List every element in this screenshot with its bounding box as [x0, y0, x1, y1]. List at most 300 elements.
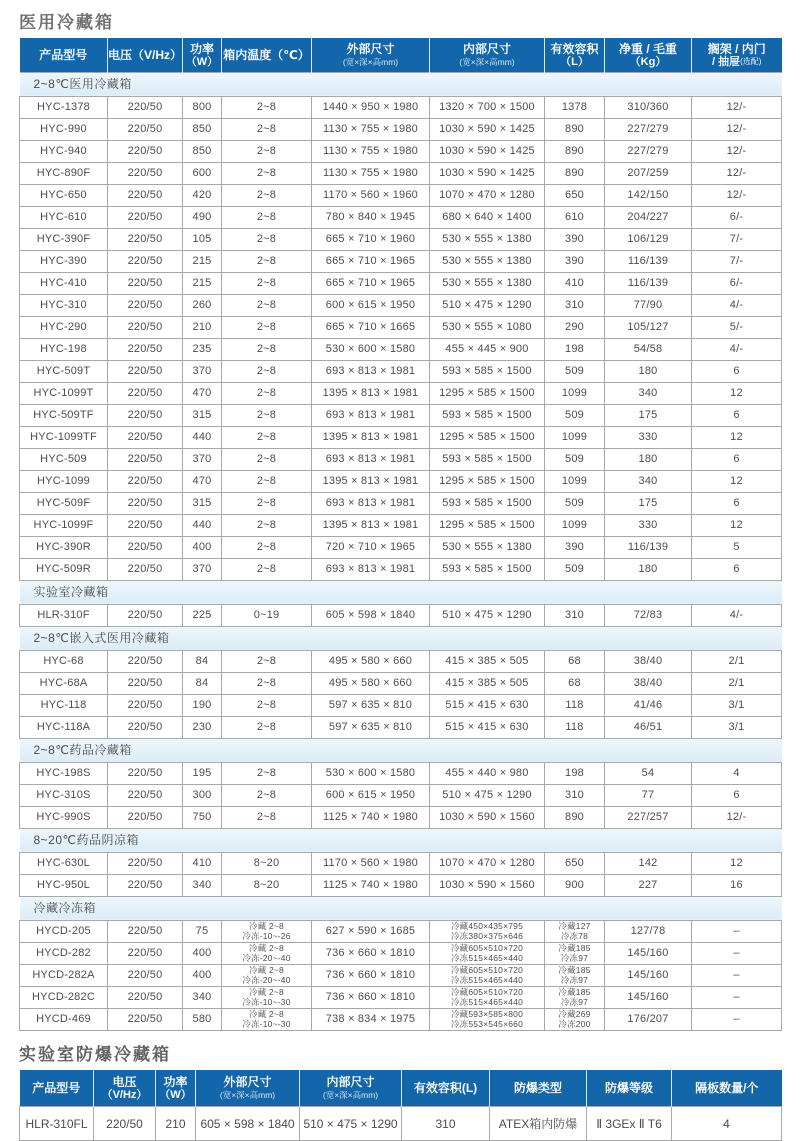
cell-internal-dimensions: 455 × 440 × 980: [430, 762, 545, 784]
cell-power: 410: [183, 852, 222, 874]
table-row: [20, 1008, 782, 1030]
table-row: [20, 536, 782, 558]
col-header-product-model: 产品型号: [20, 38, 108, 72]
table-row: [20, 316, 782, 338]
cell-temperature: 2~8: [222, 206, 312, 228]
cell-internal-dimensions: 1030 × 590 × 1425: [430, 162, 545, 184]
cell-product-model: HYC-118A: [20, 716, 108, 738]
cell-net-gross-weight: 142/150: [605, 184, 692, 206]
cell-product-model: HYC-509TF: [20, 404, 108, 426]
col-header-temperature: 箱内温度（℃）: [222, 38, 312, 72]
cell-internal-dimensions: 1295 × 585 × 1500: [430, 382, 545, 404]
cell-power: 750: [183, 806, 222, 828]
cell-shelf-door-drawer: 12/-: [692, 96, 782, 118]
cell-effective-volume: 冷藏127 冷冻78: [545, 920, 605, 942]
cell-temperature: 冷藏 2~8 冷冻-20~-40: [222, 942, 312, 964]
cell-product-model: HYC-650: [20, 184, 108, 206]
cell-net-gross-weight: 46/51: [605, 716, 692, 738]
section-row: [20, 626, 782, 650]
cell-product-model: HYC-1099F: [20, 514, 108, 536]
cell-shelf-door-drawer: 16: [692, 874, 782, 896]
cell-product-model: HYC-1099: [20, 470, 108, 492]
cell-effective-volume: 198: [545, 338, 605, 360]
cell-shelf-door-drawer: 12: [692, 426, 782, 448]
cell-power: 400: [183, 942, 222, 964]
cell-net-gross-weight: 227/279: [605, 140, 692, 162]
cell-external-dimensions: 693 × 813 × 1981: [312, 558, 430, 580]
cell-internal-dimensions: 1070 × 470 × 1280: [430, 852, 545, 874]
cell-shelf-door-drawer: 4/-: [692, 604, 782, 626]
cell-power: 340: [183, 986, 222, 1008]
cell-voltage: 220/50: [108, 672, 183, 694]
cell-product-model: HYC-68: [20, 650, 108, 672]
cell-effective-volume: 900: [545, 874, 605, 896]
cell-voltage: 220/50: [108, 964, 183, 986]
table-row: [20, 294, 782, 316]
cell-effective-volume: 68: [545, 672, 605, 694]
cell-net-gross-weight: 116/139: [605, 272, 692, 294]
cell-temperature: 2~8: [222, 558, 312, 580]
cell-shelf-door-drawer: 12/-: [692, 806, 782, 828]
cell-internal-dimensions: 530 × 555 × 1380: [430, 272, 545, 294]
cell-effective-volume: 1378: [545, 96, 605, 118]
cell-external-dimensions: 1130 × 755 × 1980: [312, 140, 430, 162]
explosion-proof-refrigerator-table: [19, 1070, 782, 1141]
cell-external-dimensions: 600 × 615 × 1950: [312, 784, 430, 806]
cell-internal-dimensions: 冷藏605×510×720 冷冻515×465×440: [430, 942, 545, 964]
cell-net-gross-weight: 330: [605, 426, 692, 448]
cell-net-gross-weight: 41/46: [605, 694, 692, 716]
cell-net-gross-weight: 204/227: [605, 206, 692, 228]
col-header-internal-dimensions: 内部尺寸 (宽×深×高mm): [430, 38, 545, 72]
cell-voltage: 220/50: [108, 806, 183, 828]
cell-temperature: 冷藏 2~8 冷冻-10~-30: [222, 986, 312, 1008]
cell-effective-volume: 390: [545, 228, 605, 250]
cell-voltage: 220/50: [108, 874, 183, 896]
cell-power: 215: [183, 250, 222, 272]
cell-temperature: 2~8: [222, 272, 312, 294]
cell-power: 400: [183, 536, 222, 558]
cell-effective-volume: 310: [545, 294, 605, 316]
section-label: 2~8℃药品冷藏箱: [20, 738, 782, 762]
table-row: [20, 942, 782, 964]
cell-power: 210: [156, 1107, 196, 1141]
cell-temperature: 冷藏 2~8 冷冻-10~-30: [222, 1008, 312, 1030]
cell-net-gross-weight: 227/279: [605, 118, 692, 140]
cell-temperature: 2~8: [222, 536, 312, 558]
page-title-explosion-proof: 实验室防爆冷藏箱: [19, 1040, 781, 1065]
cell-effective-volume: 冷藏269 冷冻200: [545, 1008, 605, 1030]
col-header-product-model: 产品型号: [20, 1070, 94, 1107]
cell-net-gross-weight: 54/58: [605, 338, 692, 360]
cell-net-gross-weight: 72/83: [605, 604, 692, 626]
cell-net-gross-weight: 145/160: [605, 986, 692, 1008]
cell-temperature: 2~8: [222, 162, 312, 184]
cell-voltage: 220/50: [108, 492, 183, 514]
cell-shelf-door-drawer: 3/1: [692, 716, 782, 738]
cell-effective-volume: 890: [545, 806, 605, 828]
table-row: [20, 426, 782, 448]
col-header-power: 功率 （W）: [156, 1070, 196, 1107]
table-row: [20, 448, 782, 470]
table-row: [20, 184, 782, 206]
table-row: [20, 650, 782, 672]
cell-net-gross-weight: 176/207: [605, 1008, 692, 1030]
section-label: 实验室冷藏箱: [20, 580, 782, 604]
table-row: [20, 228, 782, 250]
cell-external-dimensions: 665 × 710 × 1665: [312, 316, 430, 338]
cell-shelf-door-drawer: 12: [692, 382, 782, 404]
cell-net-gross-weight: 116/139: [605, 250, 692, 272]
cell-product-model: HYC-390F: [20, 228, 108, 250]
cell-net-gross-weight: 180: [605, 558, 692, 580]
cell-external-dimensions: 736 × 660 × 1810: [312, 942, 430, 964]
table-row: [20, 986, 782, 1008]
cell-internal-dimensions: 680 × 640 × 1400: [430, 206, 545, 228]
cell-shelf-door-drawer: 12/-: [692, 118, 782, 140]
cell-external-dimensions: 780 × 840 × 1945: [312, 206, 430, 228]
cell-temperature: 2~8: [222, 96, 312, 118]
cell-external-dimensions: 1130 × 755 × 1980: [312, 162, 430, 184]
cell-internal-dimensions: 510 × 475 × 1290: [430, 604, 545, 626]
cell-shelf-door-drawer: 6: [692, 492, 782, 514]
header-row: [20, 1070, 782, 1107]
cell-internal-dimensions: 冷藏605×510×720 冷冻515×465×440: [430, 986, 545, 1008]
table-row: [20, 338, 782, 360]
cell-net-gross-weight: 105/127: [605, 316, 692, 338]
cell-power: 340: [183, 874, 222, 896]
cell-shelf-door-drawer: 12: [692, 470, 782, 492]
cell-voltage: 220/50: [108, 852, 183, 874]
cell-effective-volume: 610: [545, 206, 605, 228]
table-row: [20, 470, 782, 492]
cell-voltage: 220/50: [108, 536, 183, 558]
cell-internal-dimensions: 冷藏450×435×795 冷冻380×375×646: [430, 920, 545, 942]
section-row: [20, 580, 782, 604]
cell-power: 370: [183, 360, 222, 382]
cell-power: 230: [183, 716, 222, 738]
cell-product-model: HYC-1099TF: [20, 426, 108, 448]
cell-internal-dimensions: 593 × 585 × 1500: [430, 448, 545, 470]
cell-power: 370: [183, 558, 222, 580]
cell-temperature: 2~8: [222, 184, 312, 206]
cell-effective-volume: 1099: [545, 382, 605, 404]
cell-power: 470: [183, 382, 222, 404]
cell-net-gross-weight: 127/78: [605, 920, 692, 942]
cell-shelf-door-drawer: 7/-: [692, 250, 782, 272]
cell-external-dimensions: 1170 × 560 × 1960: [312, 184, 430, 206]
cell-internal-dimensions: 1030 × 590 × 1425: [430, 118, 545, 140]
cell-voltage: 220/50: [108, 448, 183, 470]
col-header-effective-volume: 有效容积(L): [402, 1070, 490, 1107]
cell-external-dimensions: 1170 × 560 × 1980: [312, 852, 430, 874]
cell-power: 260: [183, 294, 222, 316]
cell-temperature: 2~8: [222, 140, 312, 162]
cell-effective-volume: 68: [545, 650, 605, 672]
section-row: [20, 896, 782, 920]
cell-voltage: 220/50: [108, 426, 183, 448]
cell-external-dimensions: 597 × 635 × 810: [312, 716, 430, 738]
cell-shelf-door-drawer: 4/-: [692, 338, 782, 360]
cell-internal-dimensions: 415 × 385 × 505: [430, 650, 545, 672]
cell-voltage: 220/50: [108, 558, 183, 580]
cell-external-dimensions: 1125 × 740 × 1980: [312, 874, 430, 896]
cell-shelf-door-drawer: 3/1: [692, 694, 782, 716]
cell-external-dimensions: 738 × 834 × 1975: [312, 1008, 430, 1030]
cell-voltage: 220/50: [108, 118, 183, 140]
cell-temperature: 2~8: [222, 338, 312, 360]
col-header-external-dimensions: 外部尺寸 (宽×深×高mm): [196, 1070, 300, 1107]
cell-voltage: 220/50: [108, 942, 183, 964]
cell-external-dimensions: 600 × 615 × 1950: [312, 294, 430, 316]
cell-power: 440: [183, 514, 222, 536]
cell-power: 850: [183, 118, 222, 140]
cell-external-dimensions: 1395 × 813 × 1981: [312, 426, 430, 448]
cell-shelf-door-drawer: 4: [692, 762, 782, 784]
cell-power: 84: [183, 672, 222, 694]
cell-temperature: 2~8: [222, 672, 312, 694]
cell-effective-volume: 509: [545, 360, 605, 382]
cell-power: 400: [183, 964, 222, 986]
cell-power: 210: [183, 316, 222, 338]
cell-shelf-door-drawer: 6: [692, 404, 782, 426]
cell-net-gross-weight: 175: [605, 492, 692, 514]
cell-external-dimensions: 693 × 813 × 1981: [312, 404, 430, 426]
table-row: [20, 716, 782, 738]
cell-internal-dimensions: 455 × 445 × 900: [430, 338, 545, 360]
cell-voltage: 220/50: [108, 404, 183, 426]
cell-effective-volume: 118: [545, 716, 605, 738]
cell-shelf-door-drawer: 7/-: [692, 228, 782, 250]
cell-temperature: 2~8: [222, 514, 312, 536]
cell-product-model: HYC-1099T: [20, 382, 108, 404]
cell-external-dimensions: 736 × 660 × 1810: [312, 986, 430, 1008]
cell-shelf-door-drawer: 2/1: [692, 650, 782, 672]
table-row: [20, 672, 782, 694]
cell-voltage: 220/50: [108, 784, 183, 806]
cell-external-dimensions: 693 × 813 × 1981: [312, 360, 430, 382]
cell-internal-dimensions: 1030 × 590 × 1560: [430, 806, 545, 828]
cell-product-model: HYC-509F: [20, 492, 108, 514]
cell-effective-volume: 1099: [545, 426, 605, 448]
cell-voltage: 220/50: [108, 382, 183, 404]
cell-product-model: HYC-1378: [20, 96, 108, 118]
cell-external-dimensions: 627 × 590 × 1685: [312, 920, 430, 942]
cell-product-model: HYCD-469: [20, 1008, 108, 1030]
cell-temperature: 0~19: [222, 604, 312, 626]
cell-voltage: 220/50: [108, 140, 183, 162]
cell-temperature: 2~8: [222, 360, 312, 382]
cell-shelf-door-drawer: 12/-: [692, 162, 782, 184]
table-row: [20, 694, 782, 716]
table-row: [20, 118, 782, 140]
table2-header: [20, 1070, 782, 1107]
cell-power: 580: [183, 1008, 222, 1030]
cell-product-model: HYC-310S: [20, 784, 108, 806]
cell-internal-dimensions: 1295 × 585 × 1500: [430, 426, 545, 448]
table-row: [20, 162, 782, 184]
col-header-shelf-door-drawer: 搁架 / 内门 / 抽屉(选配): [692, 38, 782, 72]
cell-effective-volume: 890: [545, 140, 605, 162]
cell-temperature: 2~8: [222, 118, 312, 140]
cell-voltage: 220/50: [108, 986, 183, 1008]
cell-voltage: 220/50: [108, 162, 183, 184]
table-row: [20, 806, 782, 828]
table-row: [20, 558, 782, 580]
cell-internal-dimensions: 515 × 415 × 630: [430, 716, 545, 738]
section-row: [20, 738, 782, 762]
cell-shelf-door-drawer: 12: [692, 514, 782, 536]
col-header-explosion-proof-grade: 防爆等级: [587, 1070, 672, 1107]
cell-product-model: HYC-390R: [20, 536, 108, 558]
cell-temperature: 2~8: [222, 382, 312, 404]
cell-temperature: 2~8: [222, 470, 312, 492]
cell-power: 440: [183, 426, 222, 448]
cell-effective-volume: 890: [545, 162, 605, 184]
cell-net-gross-weight: 227/257: [605, 806, 692, 828]
cell-net-gross-weight: 106/129: [605, 228, 692, 250]
cell-effective-volume: 390: [545, 536, 605, 558]
cell-internal-dimensions: 冷藏593×585×800 冷冻553×545×660: [430, 1008, 545, 1030]
cell-shelf-door-drawer: 6: [692, 360, 782, 382]
cell-temperature: 2~8: [222, 492, 312, 514]
table-row: [20, 874, 782, 896]
cell-power: 315: [183, 492, 222, 514]
cell-power: 215: [183, 272, 222, 294]
cell-shelf-door-drawer: 5: [692, 536, 782, 558]
section-label: 8~20℃药品阴凉箱: [20, 828, 782, 852]
cell-effective-volume: 509: [545, 492, 605, 514]
cell-product-model: HYC-310: [20, 294, 108, 316]
section-row: [20, 828, 782, 852]
cell-net-gross-weight: 77/90: [605, 294, 692, 316]
cell-internal-dimensions: 1070 × 470 × 1280: [430, 184, 545, 206]
cell-shelf-door-drawer: 2/1: [692, 672, 782, 694]
cell-net-gross-weight: 145/160: [605, 964, 692, 986]
cell-net-gross-weight: 175: [605, 404, 692, 426]
cell-voltage: 220/50: [108, 650, 183, 672]
cell-power: 850: [183, 140, 222, 162]
cell-external-dimensions: 1125 × 740 × 1980: [312, 806, 430, 828]
cell-shelf-door-drawer: 5/-: [692, 316, 782, 338]
cell-temperature: 2~8: [222, 650, 312, 672]
cell-voltage: 220/50: [108, 316, 183, 338]
cell-power: 315: [183, 404, 222, 426]
cell-effective-volume: 390: [545, 250, 605, 272]
cell-temperature: 2~8: [222, 294, 312, 316]
col-header-voltage: 电压（V/Hz）: [108, 38, 183, 72]
cell-internal-dimensions: 冷藏605×510×720 冷冻515×465×440: [430, 964, 545, 986]
cell-effective-volume: 509: [545, 558, 605, 580]
cell-temperature: 2~8: [222, 762, 312, 784]
cell-voltage: 220/50: [108, 1008, 183, 1030]
cell-product-model: HYC-68A: [20, 672, 108, 694]
table1-header: [20, 38, 782, 72]
cell-external-dimensions: 1395 × 813 × 1981: [312, 470, 430, 492]
cell-power: 195: [183, 762, 222, 784]
cell-power: 84: [183, 650, 222, 672]
cell-product-model: HYC-950L: [20, 874, 108, 896]
cell-shelf-door-drawer: 12/-: [692, 184, 782, 206]
table-row: [20, 96, 782, 118]
cell-voltage: 220/50: [108, 206, 183, 228]
cell-temperature: 2~8: [222, 448, 312, 470]
cell-voltage: 220/50: [108, 294, 183, 316]
cell-internal-dimensions: 593 × 585 × 1500: [430, 404, 545, 426]
cell-shelf-door-drawer: 6: [692, 784, 782, 806]
cell-product-model: HYCD-205: [20, 920, 108, 942]
cell-temperature: 2~8: [222, 784, 312, 806]
cell-internal-dimensions: 510 × 475 × 1290: [430, 294, 545, 316]
cell-product-model: HYCD-282C: [20, 986, 108, 1008]
table-row: [20, 272, 782, 294]
cell-voltage: 220/50: [108, 360, 183, 382]
cell-net-gross-weight: 145/160: [605, 942, 692, 964]
cell-voltage: 220/50: [108, 604, 183, 626]
section-label: 2~8℃医用冷藏箱: [20, 72, 782, 96]
col-header-effective-volume: 有效容积 （L）: [545, 38, 605, 72]
cell-product-model: HYC-630L: [20, 852, 108, 874]
cell-external-dimensions: 1395 × 813 × 1981: [312, 382, 430, 404]
col-header-internal-dimensions: 内部尺寸 (宽×深×高mm): [300, 1070, 402, 1107]
cell-external-dimensions: 597 × 635 × 810: [312, 694, 430, 716]
cell-voltage: 220/50: [108, 514, 183, 536]
cell-voltage: 220/50: [94, 1107, 156, 1141]
table-row: [20, 140, 782, 162]
table-row: [20, 404, 782, 426]
section-label: 2~8℃嵌入式医用冷藏箱: [20, 626, 782, 650]
cell-voltage: 220/50: [108, 96, 183, 118]
cell-internal-dimensions: 515 × 415 × 630: [430, 694, 545, 716]
cell-net-gross-weight: 310/360: [605, 96, 692, 118]
col-header-explosion-proof-type: 防爆类型: [490, 1070, 587, 1107]
cell-power: 470: [183, 470, 222, 492]
cell-shelf-door-drawer: 12: [692, 852, 782, 874]
cell-power: 225: [183, 604, 222, 626]
cell-net-gross-weight: 330: [605, 514, 692, 536]
cell-voltage: 220/50: [108, 694, 183, 716]
cell-voltage: 220/50: [108, 716, 183, 738]
cell-internal-dimensions: 530 × 555 × 1080: [430, 316, 545, 338]
cell-temperature: 2~8: [222, 404, 312, 426]
cell-product-model: HYC-509T: [20, 360, 108, 382]
cell-voltage: 220/50: [108, 250, 183, 272]
cell-product-model: HYC-990S: [20, 806, 108, 828]
cell-product-model: HYC-610: [20, 206, 108, 228]
cell-power: 370: [183, 448, 222, 470]
table-row: [20, 492, 782, 514]
cell-external-dimensions: 1440 × 950 × 1980: [312, 96, 430, 118]
cell-external-dimensions: 720 × 710 × 1965: [312, 536, 430, 558]
cell-product-model: HYC-509R: [20, 558, 108, 580]
cell-power: 600: [183, 162, 222, 184]
cell-external-dimensions: 1395 × 813 × 1981: [312, 514, 430, 536]
cell-temperature: 2~8: [222, 316, 312, 338]
cell-net-gross-weight: 77: [605, 784, 692, 806]
cell-external-dimensions: 665 × 710 × 1965: [312, 250, 430, 272]
table-row: [20, 604, 782, 626]
cell-effective-volume: 290: [545, 316, 605, 338]
header-row: [20, 38, 782, 72]
cell-temperature: 2~8: [222, 694, 312, 716]
cell-internal-dimensions: 530 × 555 × 1380: [430, 250, 545, 272]
cell-product-model: HYC-890F: [20, 162, 108, 184]
cell-effective-volume: 310: [545, 784, 605, 806]
cell-power: 190: [183, 694, 222, 716]
cell-shelf-door-drawer: 12/-: [692, 140, 782, 162]
cell-net-gross-weight: 54: [605, 762, 692, 784]
cell-net-gross-weight: 227: [605, 874, 692, 896]
